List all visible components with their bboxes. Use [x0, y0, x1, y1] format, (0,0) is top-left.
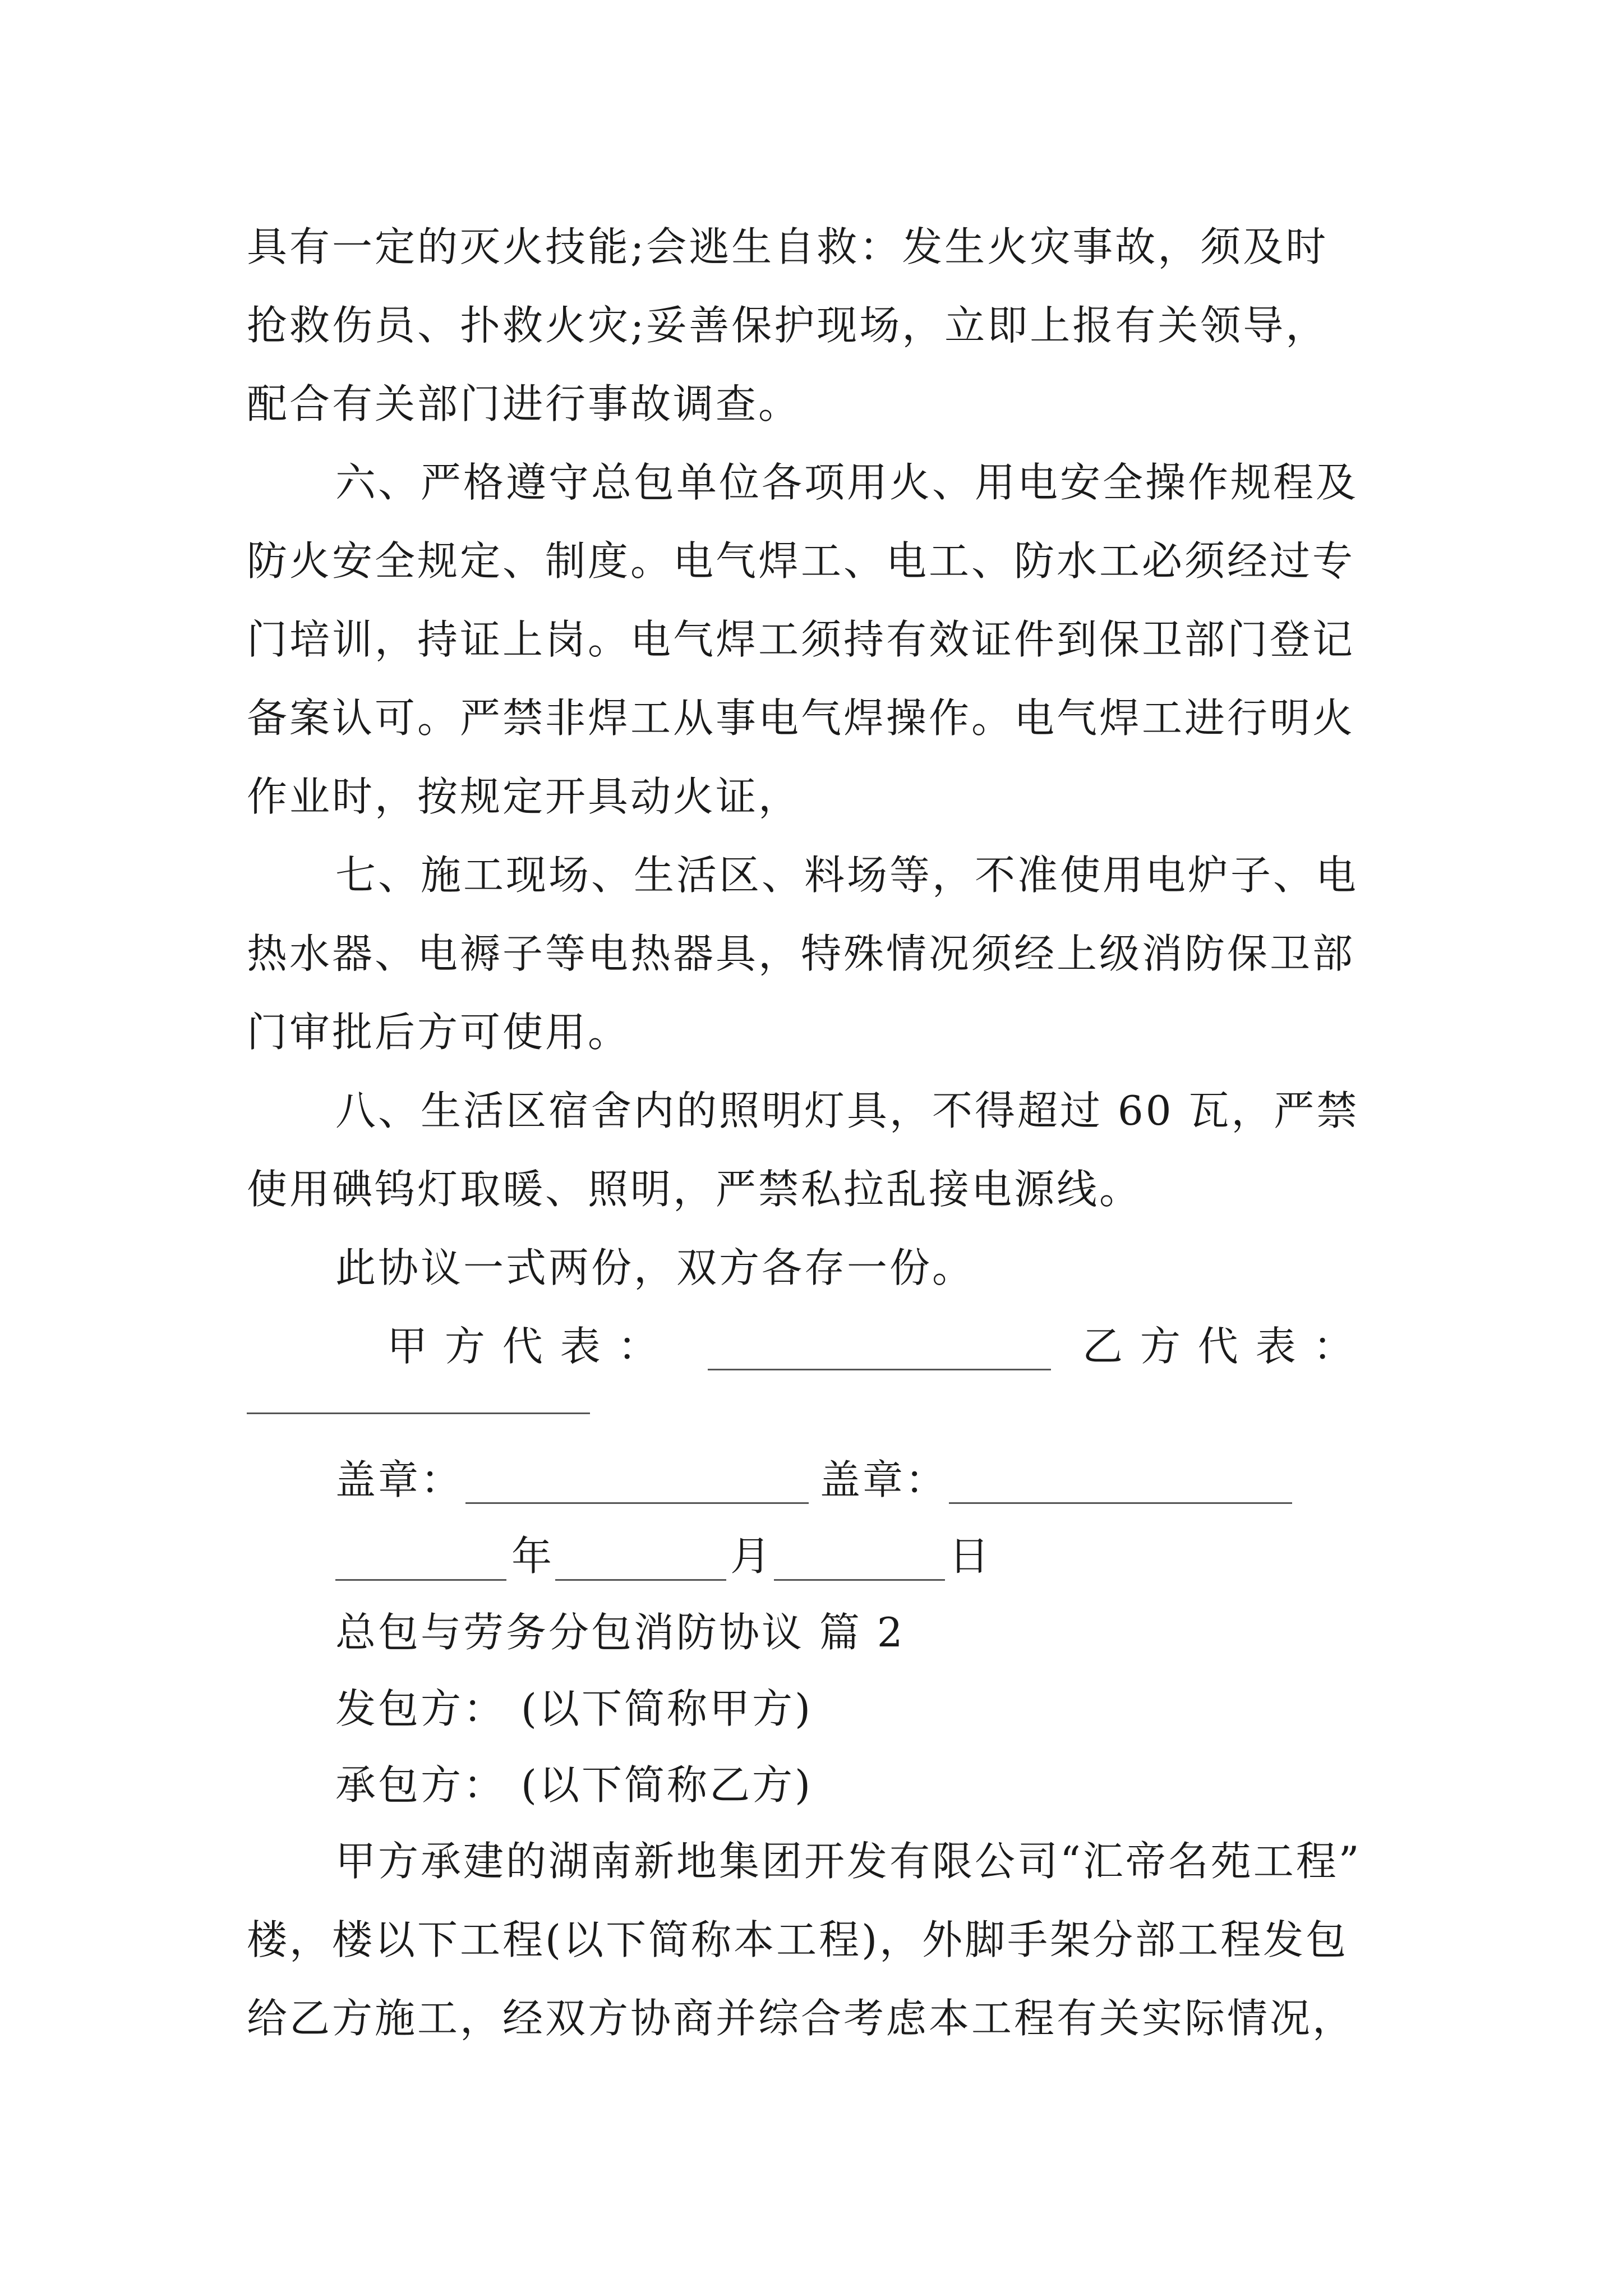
party-a-signature-blank: [708, 1369, 1051, 1370]
party-b-representative-label: 乙 方 代 表 ：: [1082, 1323, 1356, 1370]
clause-eight-line: 八、生活区宿舍内的照明灯具，不得超过 60 瓦，严禁: [335, 1087, 1359, 1134]
section-two-body-line: 楼，楼以下工程(以下简称本工程)，外脚手架分部工程发包: [247, 1916, 1349, 1963]
seal-b-blank: [949, 1502, 1292, 1504]
year-blank: [335, 1579, 506, 1581]
clause-seven-line: 热水器、电褥子等电热器具，特殊情况须经上级消防保卫部: [247, 930, 1355, 977]
party-b-signature-blank: [247, 1412, 590, 1414]
seal-b-label: 盖章：: [820, 1456, 948, 1503]
day-label: 日: [949, 1533, 992, 1580]
year-label: 年: [511, 1533, 555, 1580]
section-two-title: 总包与劳务分包消防协议 篇 2: [335, 1609, 905, 1656]
day-blank: [774, 1579, 945, 1581]
copies-statement: 此协议一式两份，双方各存一份。: [335, 1244, 975, 1291]
month-label: 月: [730, 1533, 773, 1580]
seal-a-label: 盖章：: [335, 1456, 464, 1503]
paragraph-line: 抢救伤员、扑救火灾;妥善保护现场，立即上报有关领导，: [247, 302, 1329, 349]
clause-seven-line: 七、施工现场、生活区、料场等，不准使用电炉子、电: [335, 852, 1359, 899]
clause-eight-line: 使用碘钨灯取暖、照明，严禁私拉乱接电源线。: [247, 1166, 1142, 1213]
clause-seven-line: 门审批后方可使用。: [247, 1009, 631, 1056]
party-a-representative-label: 甲 方 代 表 ：: [387, 1323, 661, 1370]
clause-six-line: 作业时，按规定开具动火证，: [247, 773, 801, 820]
month-blank: [555, 1579, 726, 1581]
clause-six-line: 门培训，持证上岗。电气焊工须持有效证件到保卫部门登记: [247, 616, 1355, 663]
contractor-line: 承包方： (以下简称乙方): [335, 1761, 813, 1809]
section-two-body-line: 给乙方施工，经双方协商并综合考虑本工程有关实际情况，: [247, 1995, 1355, 2042]
paragraph-line: 配合有关部门进行事故调查。: [247, 380, 801, 427]
clause-six-line: 备案认可。严禁非焊工从事电气焊操作。电气焊工进行明火: [247, 694, 1355, 742]
section-two-body-line: 甲方承建的湖南新地集团开发有限公司“汇帝名苑工程”: [335, 1838, 1362, 1885]
clause-six-line: 六、严格遵守总包单位各项用火、用电安全操作规程及: [335, 459, 1359, 506]
clause-six-line: 防火安全规定、制度。电气焊工、电工、防水工必须经过专: [247, 537, 1355, 585]
seal-a-blank: [465, 1502, 809, 1504]
employer-line: 发包方： (以下简称甲方): [335, 1685, 813, 1732]
paragraph-line: 具有一定的灭火技能;会逃生自救：发生火灾事故，须及时: [247, 223, 1329, 270]
